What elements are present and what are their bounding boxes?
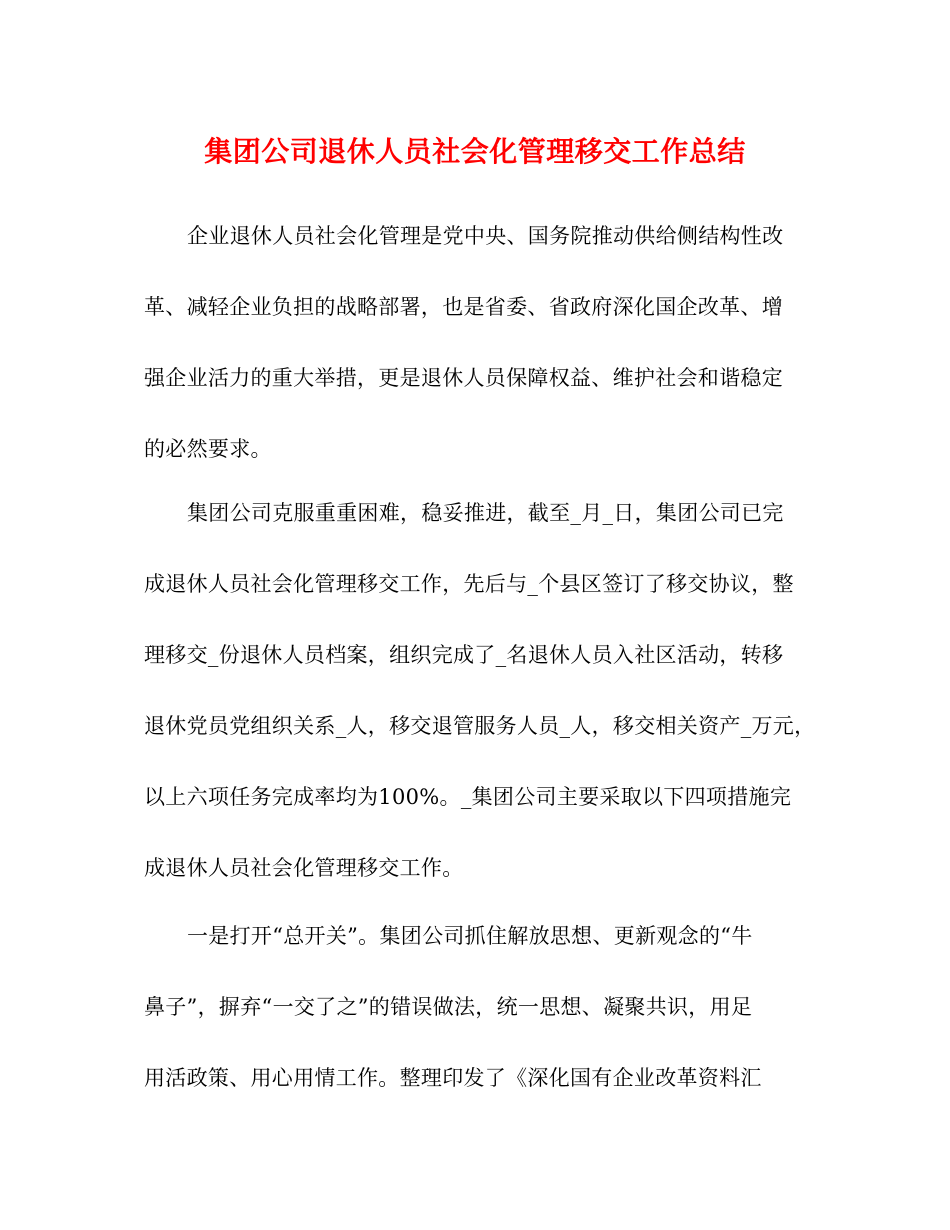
text-line: 成退休人员社会化管理移交工作。 [144, 856, 464, 880]
text-line: 企业退休人员社会化管理是党中央、国务院推动供给侧结构性改 [187, 224, 784, 248]
document-title: 集团公司退休人员社会化管理移交工作总结 [204, 135, 746, 168]
text-line: 革、减轻企业负担的战略部署，也是省委、省政府深化国企改革、增 [144, 295, 783, 319]
text-line: 成退休人员社会化管理移交工作，先后与_个县区签订了移交协议，整 [144, 572, 794, 596]
text-line: 理移交_份退休人员档案，组织完成了_名退休人员入社区活动，转移 [144, 643, 784, 667]
text-line: 鼻子”，摒弃“一交了之”的错误做法，统一思想、凝聚共识，用足 [144, 995, 753, 1019]
text-line: 集团公司克服重重困难，稳妥推进，截至_月_日，集团公司已完 [187, 501, 784, 525]
text-line: 退休党员党组织关系_人，移交退管服务人员_人，移交相关资产_万元， [144, 714, 816, 738]
text-line: 强企业活力的重大举措，更是退休人员保障权益、维护社会和谐稳定 [144, 366, 783, 390]
text-line: 一是打开“总开关”。集团公司抓住解放思想、更新观念的“牛 [187, 924, 753, 948]
text-line: 的必然要求。 [144, 437, 272, 461]
text-line: 以上六项任务完成率均为100%。_集团公司主要采取以下四项措施完 [144, 785, 792, 809]
text-line: 用活政策、用心用情工作。整理印发了《深化国有企业改革资料汇 [144, 1066, 762, 1090]
